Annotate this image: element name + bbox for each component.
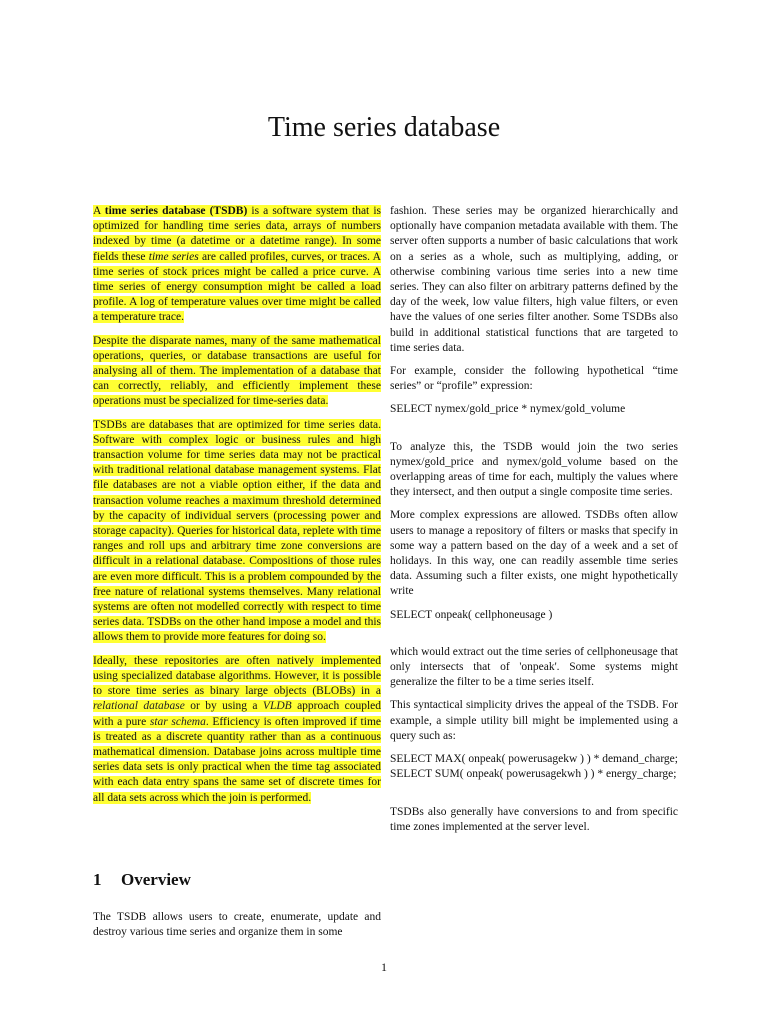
section-number: 1 (93, 870, 102, 889)
code-expression-2: SELECT onpeak( cellphoneusage ) (390, 608, 553, 621)
right-paragraph-3: To analyze this, the TSDB would join the two series nymex/gold_price and nymex/gold_volume based on the overlapping areas of time for each, multiply the values where they intersect, and then output a single composite time series. (390, 440, 678, 499)
tsdb-term: time series database (TSDB) (104, 205, 248, 217)
right-column (390, 204, 678, 843)
tsdb-optimization-paragraph (93, 418, 381, 646)
text-span: A (93, 205, 105, 217)
text-span: are called profiles, curves, or traces. A time series of stock prices might be called a price curve. A time series of energy consumption might be called a load profile. A log of temperature values over time might be called a temperature trace. (93, 250, 381, 324)
right-paragraph-2: For example, consider the following hypothetical “time series” or “profile” expression: (390, 365, 678, 393)
vldb-link[interactable]: VLDB (262, 700, 292, 713)
text-span: is a software system that is optimized for handling time series data, arrays of numbers indexed by time (a datetime or a datetime range). In some fields these (93, 205, 381, 263)
highlighted-text: TSDBs are databases that are optimized for time series data. Software with complex logic or business rules and high transaction volume for time series data may not be practical with traditional relational database management systems. Flat file databases are not a viable option either, if the data and transaction volume reaches a maximum threshold determined by the capacity of individual servers (processing power and storage capacity). Queries for historical data, replete with time ranges and roll ups and arbitrary time zone conversions are difficult in a relational database. Compositions of those rules are even more difficult. This is a problem compounded by the free nature of relational systems themselves. Many relational systems are often not modelled correctly with respect to time series data. TSDBs on the other hand impose a model and this allows them to provide more features for doing so. (93, 418, 381, 644)
page-title: Time series database (267, 112, 501, 143)
star-schema-link[interactable]: star schema (149, 715, 206, 728)
section-heading-overview (93, 870, 191, 890)
overview-paragraph: The TSDB allows users to create, enumerate, update and destroy various time series and organize them in some (93, 911, 381, 939)
section-title: Overview (121, 870, 191, 889)
right-paragraph-5: which would extract out the time series of cellphoneusage that only intersects that of 'onpeak'. Some systems might generalize the filter to be a time series itself. (390, 645, 678, 689)
text-span: Ideally, these repositories are often natively implemented using specialized database algorithms. However, it is possible to store time series as binary large objects (BLOBs) in a (93, 654, 381, 698)
left-column (93, 204, 381, 814)
relational-database-link[interactable]: relational database (93, 700, 185, 713)
page-number: 1 (381, 960, 387, 974)
right-paragraph-7: TSDBs also generally have conversions to and from specific time zones implemented at the server level. (390, 805, 678, 833)
text-span: approach coupled with a pure (93, 700, 381, 728)
right-paragraph-6: This syntactical simplicity drives the appeal of the TSDB. For example, a simple utility bill might be implemented using a query such as: (390, 699, 678, 742)
text-span: . Efficiency is often improved if time is treated as a discrete quantity rather than as a continuous mathematical dimension. Database joins across multiple time series data sets is only practical when the time tag associated with each data entry spans the same set of discrete times for all data sets across which the join is performed. (93, 715, 381, 804)
intro-paragraph (93, 204, 381, 326)
highlighted-text: Despite the disparate names, many of the same mathematical operations, queries, or database transactions are useful for analysing all of them. The implementation of a database that can correctly, reliably, and efficiently implement these operations must be specialized for time-series data. (93, 334, 381, 408)
time-series-term: time series (148, 250, 199, 263)
code-expression-3: SELECT MAX( onpeak( powerusagekw ) ) * demand_charge; SELECT SUM( onpeak( powerusagekwh ) ) * energy_charge; (390, 753, 678, 781)
code-expression-1: SELECT nymex/gold_price * nymex/gold_volume (390, 403, 626, 416)
text-span: or by using a (184, 700, 263, 713)
right-paragraph-1: fashion. These series may be organized hierarchically and optionally have companion metadata available with them. The server often supports a number of basic calculations that work on a series as a whole, such as multiplying, adding, or otherwise combining various time series into a new time series. They can also filter on arbitrary patterns defined by the day of the week, low value filters, high value filters, or even have the values of one series filter another. Some TSDBs also build in additional statistical functions that are targeted to time series data. (390, 205, 678, 354)
operations-paragraph (93, 334, 381, 410)
right-paragraph-4: More complex expressions are allowed. TSDBs often allow users to manage a repository of filters or masks that specify in some way a pattern based on the day of a week and a set of holidays. In this way, one can readily assemble time series data. Assuming such a filter exists, one might hypothetically write (390, 509, 678, 598)
repositories-paragraph (93, 654, 381, 806)
